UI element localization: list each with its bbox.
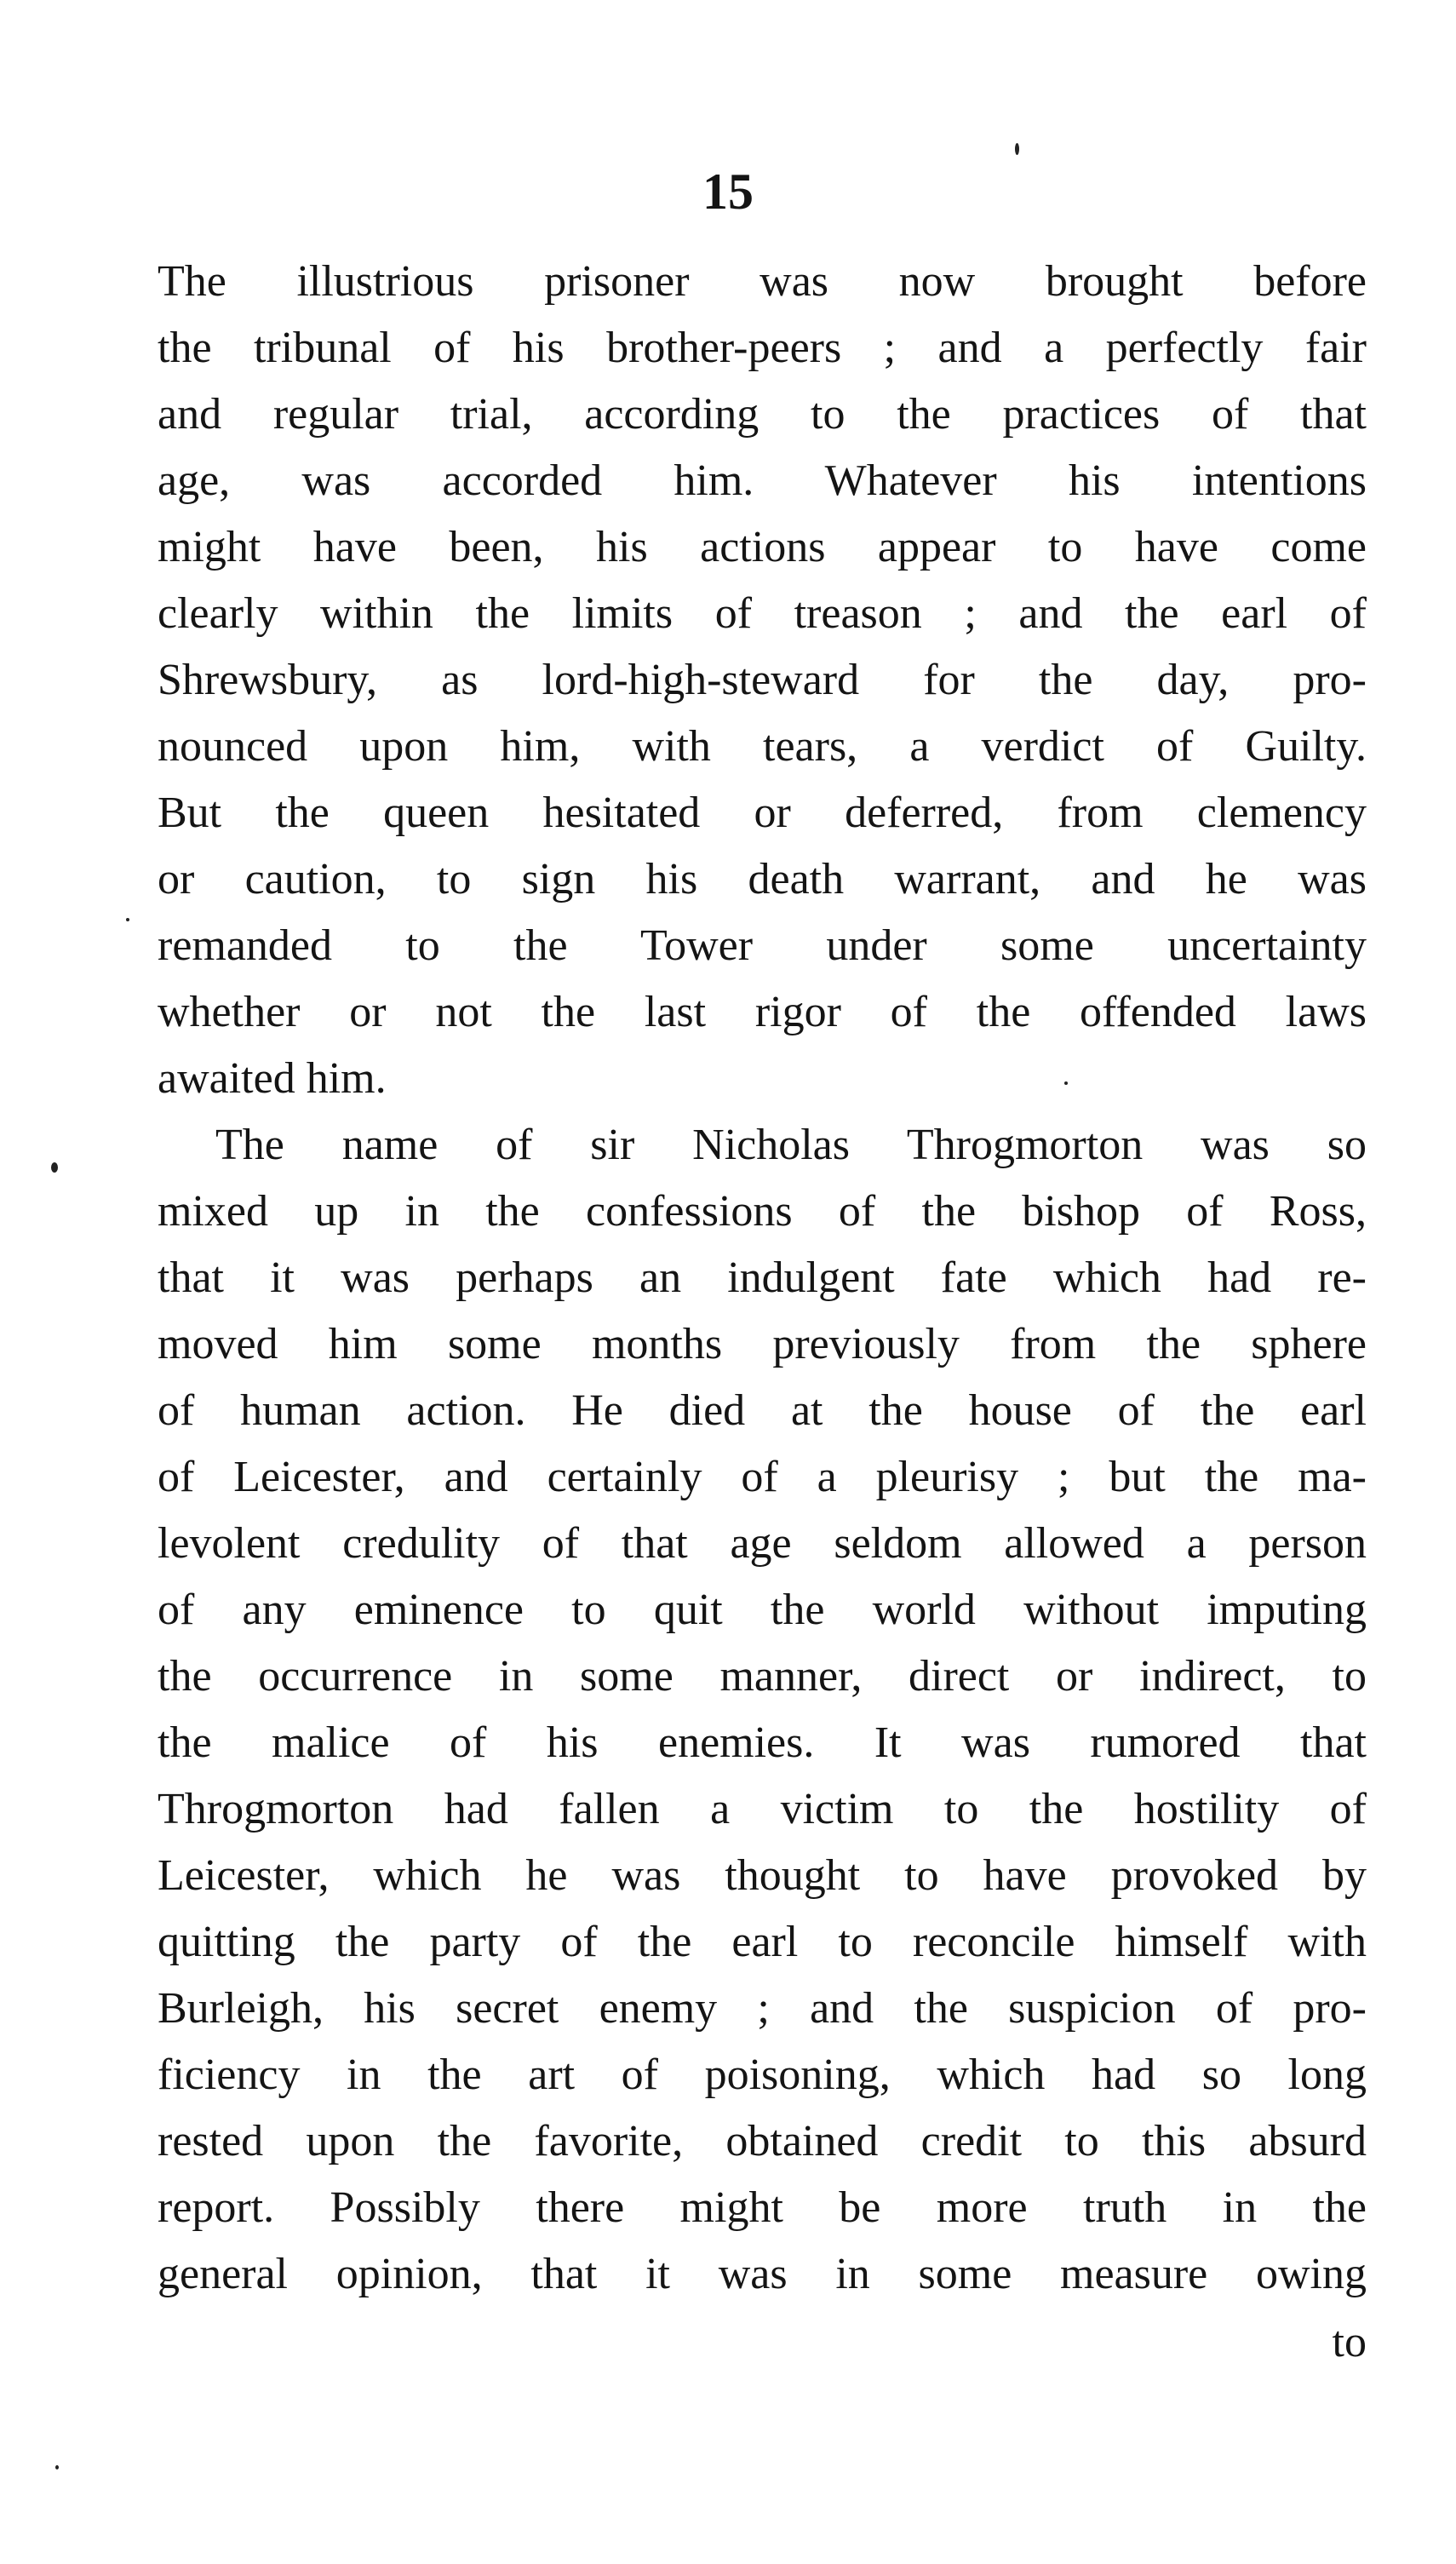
text-line: the malice of his enemies. It was rumored that [158, 1718, 1367, 1767]
ink-speck [1064, 1081, 1068, 1085]
text-line: The name of sir Nicholas Throgmorton was so [215, 1121, 1367, 1169]
text-line: moved him some months previously from the sphere [158, 1320, 1367, 1368]
text-line: nounced upon him, with tears, a verdict of Guilty. [158, 722, 1367, 771]
text-line: Shrewsbury, as lord-high-steward for the day, pro- [158, 656, 1367, 704]
text-line: The illustrious prisoner was now brought before [158, 257, 1367, 306]
text-line: remanded to the Tower under some uncertainty [158, 921, 1367, 970]
text-line: report. Possibly there might be more truth in the [158, 2183, 1367, 2232]
text-line: ficiency in the art of poisoning, which had so long [158, 2051, 1367, 2099]
text-line: and regular trial, according to the practices of that [158, 390, 1367, 439]
text-line: awaited him. [158, 1054, 387, 1103]
text-line: But the queen hesitated or deferred, from clemency [158, 789, 1367, 837]
text-line: clearly within the limits of treason ; and the earl of [158, 589, 1367, 638]
text-line: of Leicester, and certainly of a pleurisy ; but the ma- [158, 1453, 1367, 1501]
text-line: age, was accorded him. Whatever his intentions [158, 456, 1367, 505]
text-line: might have been, his actions appear to have come [158, 523, 1367, 571]
paragraph-1 [158, 249, 1367, 1112]
ink-speck [126, 918, 129, 921]
text-line: the tribunal of his brother-peers ; and a perfectly fair [158, 324, 1367, 372]
ink-speck [55, 2465, 59, 2469]
catchword: to [1332, 2318, 1367, 2366]
text-line: Burleigh, his secret enemy ; and the suspicion of pro- [158, 1984, 1367, 2033]
text-line: mixed up in the confessions of the bishop of Ross, [158, 1187, 1367, 1236]
text-line: levolent credulity of that age seldom allowed a person [158, 1519, 1367, 1568]
text-line: of any eminence to quit the world without imputing [158, 1586, 1367, 1634]
text-line: the occurrence in some manner, direct or indirect, to [158, 1652, 1367, 1701]
text-line: Throgmorton had fallen a victim to the hostility of [158, 1785, 1367, 1833]
text-line: of human action. He died at the house of the earl [158, 1386, 1367, 1435]
text-line: rested upon the favorite, obtained credit to this absurd [158, 2117, 1367, 2165]
text-line: that it was perhaps an indulgent fate which had re- [158, 1253, 1367, 1302]
text-line: quitting the party of the earl to reconcile himself with [158, 1918, 1367, 1966]
paragraph-2 [158, 1112, 1367, 2308]
ink-speck [1015, 143, 1019, 155]
text-line: general opinion, that it was in some measure owing [158, 2250, 1367, 2298]
text-line: Leicester, which he was thought to have provoked by [158, 1851, 1367, 1900]
text-line: whether or not the last rigor of the offended laws [158, 988, 1367, 1036]
ink-speck [51, 1162, 58, 1173]
text-line: or caution, to sign his death warrant, and he was [158, 855, 1367, 903]
page-number: 15 [702, 163, 754, 220]
